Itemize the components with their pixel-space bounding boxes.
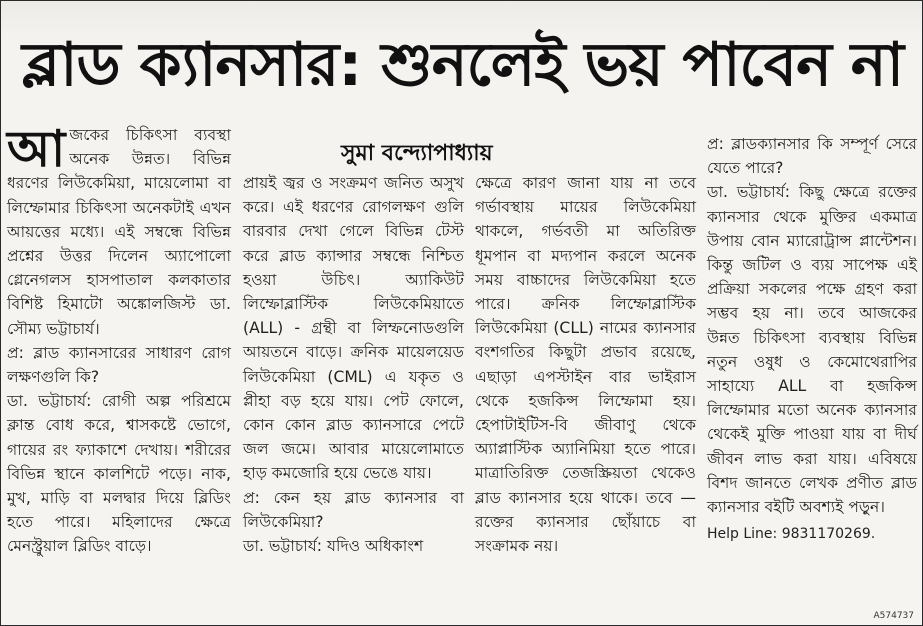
column-3 (475, 171, 696, 558)
clipping-code: A574737 (873, 611, 914, 621)
column-4 (707, 132, 917, 543)
answer-2-part-1: ডা. ভট্টাচার্য: যদিও অধিকাংশ (243, 537, 424, 556)
answer-3: ডা. ভট্টাচার্য: কিছু ক্ষেত্রে রক্তের ক্যানসার থেকে মুক্তির একমাত্র উপায় বোন ম্যারোট্রান্স প্লান্টেশন। কিন্তু জটিল ও ব্যয় সাপেক্ষ এই প্রক্রিয়া সকলের পক্ষে গ্রহণ করা সম্ভব হয় না। তবে আজকের উন্নত চিকিৎসা ব্যবস্থায় বিভিন্ন নতুন ওষুধ ও কেমোথেরাপির সাহায্যে ALL বা হজকিন্স লিম্ফোমার মতো অনেক ক্যানসার থেকেই মুক্তি পাওয়া যায় বা দীর্ঘ জীবন লাভ করা যায়। এবিষয়ে বিশদ জানতে লেখক প্রণীত ব্লাড ক্যানসার বইটি অবশ্যই পড়ুন। (707, 183, 917, 517)
byline: সুমা বন্দ্যোপাধ্যায় (341, 141, 493, 166)
question-3: প্র: ব্লাডক্যানসার কি সম্পূর্ণ সেরে যেতে পারে? (707, 135, 917, 178)
intro-text: জকের চিকিৎসা ব্যবস্থা অনেক উন্নত। বিভিন্ন ধরণের লিউকেমিয়া, মায়েলোমা বা লিম্ফোমার চিকিৎসা অনেকটাই এখন আয়ত্তের মধ্যে। এই সম্বন্ধে বিভিন্ন প্রশ্নের উত্তর দিলেন অ্যাপোলো গ্লেনেগলস হাসপাতাল কলকাতার বিশিষ্ট হিমাটো অঙ্কোলজিস্ট ডা. সৌম্য ভট্টাচার্য। (7, 126, 231, 338)
question-1: প্র: ব্লাড ক্যানসারের সাধারণ রোগ লক্ষণগুলি কি? (7, 343, 231, 387)
column-1 (7, 120, 231, 559)
column-2 (243, 171, 464, 558)
answer-2-part-2: ক্ষেত্রে কারণ জানা যায় না তবে গর্ভাবস্থায় মায়ের লিউকেমিয়া থাকলে, গর্ভবতী মা অতিরিক্ত ধূমপান বা মদ্যপান করলে অনেক সময় বাচ্চাদের লিউকেমিয়া হতে পারে। ক্রনিক লিম্ফোব্লাস্টিক লিউকেমিয়া (CLL) নামের ক্যানসার বংশগতির কিছুটা প্রভাব রয়েছে, এছাড়া এপস্টাইন বার ভাইরাস থেকে হজকিন্স লিম্ফোমা হয়। হেপাটাইটিস-বি জীবাণু থেকে অ্যাপ্লাস্টিক অ্যানিমিয়া হতে পারে। মাত্রাতিরিক্ত তেজস্ক্রিয়তা থেকেও ব্লাড ক্যানসার হয়ে থাকে। তবে — রক্তের ক্যানসার ছোঁয়াচে বা সংক্রামক নয়। (475, 174, 696, 556)
headline: ব্লাড ক্যানসার: শুনলেই ভয় পাবেন না (22, 30, 903, 100)
answer-1-part-2: প্রায়ই জ্বর ও সংক্রমণ জনিত অসুখ করে। এই ধরণের রোগলক্ষণ গুলি বারবার দেখা গেলে বিভিন্ন টেস্ট করে ব্লাড ক্যান্সার সম্বন্ধে নিশ্চিত হওয়া উচিৎ। অ্যাকিউট লিম্ফোব্লাস্টিক লিউকেমিয়াতে (ALL) - গ্রন্থী বা লিম্ফনোডগুলি আয়তনে বাড়ে। ক্রনিক মায়েলয়েড লিউকেমিয়া (CML) এ যকৃত ও প্লীহা বড় হয়ে যায়। পেট ফোলে, কোন কোন ব্লাড ক্যানসারে পেটে জল জমে। আবার মায়েলোমাতে হাড় কমজোরি হয়ে ভেঙে যায়। (243, 174, 464, 483)
question-2: প্র: কেন হয় ব্লাড ক্যানসার বা লিউকেমিয়া? (243, 488, 464, 531)
intro-paragraph (7, 120, 231, 341)
answer-1-part-1: ডা. ভট্টাচার্য: রোগী অল্প পরিশ্রমে ক্লান্ত বোধ করে, শ্বাসকষ্টে ভোগে, গায়ের রং ফ্যাকাশে দেখায়। শরীরের বিভিন্ন স্থানে কালশিটে পড়ে। নাক, মুখ, মাড়ি বা মলদ্বার দিয়ে ব্লিডিং হতে পারে। মহিলাদের ক্ষেত্রে মেনস্ট্রুয়াল ব্লিডিং বাড়ে। (7, 392, 231, 556)
dropcap: আ (7, 120, 66, 178)
helpline: Help Line: 9831170269. (707, 526, 876, 543)
